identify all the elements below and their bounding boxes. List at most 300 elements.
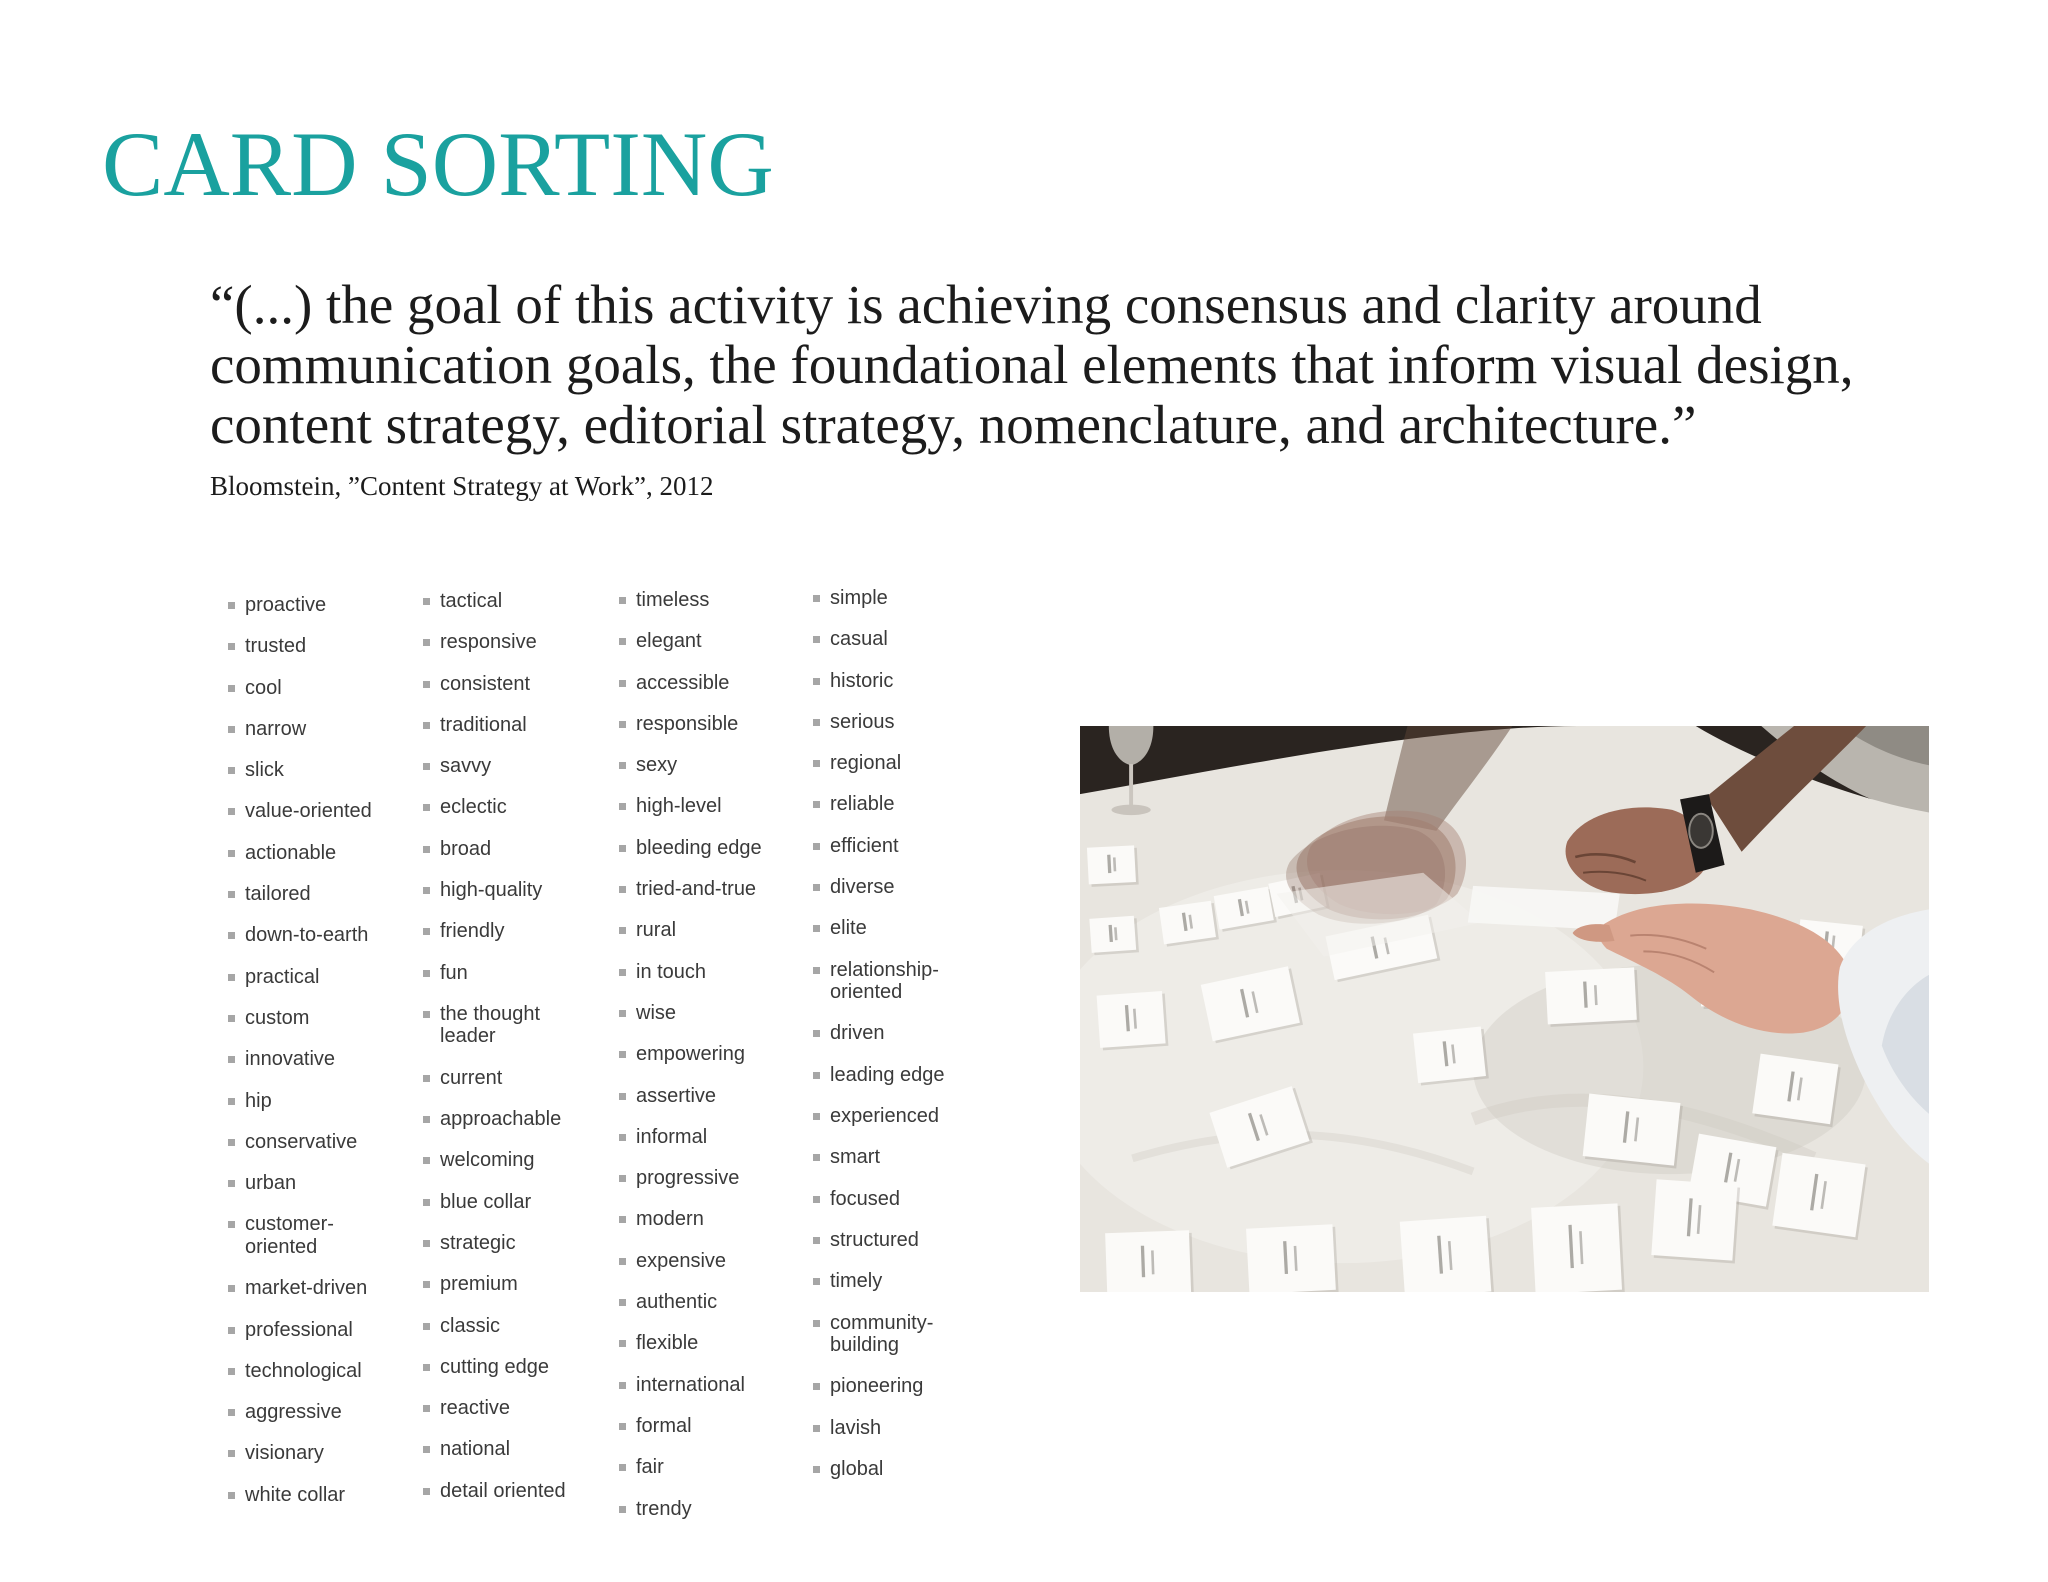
list-item-label: tactical bbox=[440, 590, 503, 612]
bullet-icon bbox=[423, 1240, 430, 1247]
bullet-icon bbox=[228, 643, 235, 650]
list-item-label: driven bbox=[830, 1022, 885, 1045]
card-face bbox=[1105, 1230, 1191, 1292]
list-item bbox=[813, 670, 975, 693]
bullet-icon bbox=[423, 1199, 430, 1206]
bullet-icon bbox=[423, 846, 430, 853]
list-item bbox=[228, 842, 390, 865]
list-item-label: experienced bbox=[830, 1105, 939, 1128]
bullet-icon bbox=[619, 1382, 626, 1389]
list-item bbox=[228, 1090, 390, 1113]
list-item-label: classic bbox=[440, 1314, 501, 1337]
wine-glass-foot bbox=[1111, 805, 1150, 815]
bullet-icon bbox=[813, 719, 820, 726]
list-item bbox=[423, 1315, 585, 1338]
bullet-icon bbox=[619, 762, 626, 769]
bullet-icon bbox=[228, 1327, 235, 1334]
list-item-label: casual bbox=[830, 628, 888, 651]
card-face bbox=[1413, 1027, 1486, 1084]
list-item-label: cutting edge bbox=[440, 1355, 549, 1378]
list-item bbox=[619, 1085, 762, 1108]
list-item-label: modern bbox=[636, 1208, 704, 1231]
list-item-label: premium bbox=[440, 1273, 518, 1296]
list-item bbox=[619, 878, 762, 901]
bullet-icon bbox=[228, 685, 235, 692]
list-item bbox=[423, 1191, 585, 1214]
list-item-label: focused bbox=[830, 1187, 901, 1210]
bullet-icon bbox=[423, 1323, 430, 1330]
list-item-label: welcoming bbox=[440, 1149, 535, 1172]
list-item-label: value-oriented bbox=[245, 800, 372, 823]
bullet-icon bbox=[619, 1010, 626, 1017]
list-item bbox=[228, 677, 390, 700]
list-item-label: the thought leader bbox=[440, 1002, 541, 1048]
card-face bbox=[1089, 916, 1136, 953]
bullet-icon bbox=[813, 760, 820, 767]
list-item-label: custom bbox=[245, 1006, 310, 1029]
list-item-label: diverse bbox=[830, 876, 895, 899]
list-item-label: savvy bbox=[440, 755, 492, 778]
list-item bbox=[228, 1048, 390, 1071]
bullet-icon bbox=[813, 925, 820, 932]
bullet-icon bbox=[228, 602, 235, 609]
list-item bbox=[619, 754, 762, 777]
list-item-label: responsive bbox=[440, 631, 537, 654]
card-face bbox=[1531, 1203, 1622, 1292]
bullet-icon bbox=[423, 639, 430, 646]
bullet-icon bbox=[228, 891, 235, 898]
bullet-icon bbox=[813, 967, 820, 974]
photo-card bbox=[1582, 1093, 1683, 1168]
list-item bbox=[423, 796, 585, 819]
bullet-icon bbox=[423, 1488, 430, 1495]
list-item-label: customer-oriented bbox=[245, 1213, 334, 1258]
bullet-icon bbox=[813, 1237, 820, 1244]
bullet-icon bbox=[228, 1139, 235, 1146]
card-face bbox=[1752, 1054, 1838, 1125]
list-item-label: fair bbox=[636, 1456, 664, 1479]
list-item bbox=[423, 590, 585, 613]
list-item bbox=[619, 1126, 762, 1149]
list-item-label: technological bbox=[245, 1359, 362, 1382]
list-item bbox=[813, 1105, 975, 1128]
list-item-label: visionary bbox=[245, 1442, 324, 1465]
list-item bbox=[619, 589, 762, 612]
list-item bbox=[619, 1167, 762, 1190]
list-item-label: tailored bbox=[245, 883, 311, 906]
bullet-icon bbox=[619, 1093, 626, 1100]
list-item-label: professional bbox=[245, 1318, 353, 1341]
bullet-icon bbox=[619, 680, 626, 687]
bullet-icon bbox=[228, 974, 235, 981]
bullet-icon bbox=[423, 970, 430, 977]
bullet-icon bbox=[619, 845, 626, 852]
list-item bbox=[813, 1064, 975, 1087]
list-item bbox=[619, 1043, 762, 1066]
list-item bbox=[619, 713, 762, 736]
list-item bbox=[423, 1438, 585, 1461]
list-item bbox=[228, 1360, 390, 1383]
bullet-icon bbox=[619, 1051, 626, 1058]
list-item-label: responsible bbox=[636, 712, 739, 735]
list-item-label: regional bbox=[830, 752, 902, 775]
list-item bbox=[228, 1442, 390, 1465]
list-item bbox=[228, 1172, 390, 1195]
bullet-icon bbox=[228, 1368, 235, 1375]
list-item-label: rural bbox=[636, 919, 677, 942]
list-item bbox=[423, 1273, 585, 1296]
list-item bbox=[813, 1375, 975, 1398]
list-item bbox=[423, 673, 585, 696]
list-item-label: trendy bbox=[636, 1497, 692, 1520]
photo-card bbox=[1545, 967, 1639, 1027]
list-item bbox=[228, 1319, 390, 1342]
bullet-icon bbox=[813, 1383, 820, 1390]
list-item-label: smart bbox=[830, 1146, 880, 1169]
list-item-label: hip bbox=[245, 1089, 272, 1112]
bullet-icon bbox=[813, 1466, 820, 1473]
photo-card bbox=[1752, 1054, 1841, 1128]
list-item bbox=[619, 630, 762, 653]
bullet-icon bbox=[813, 1425, 820, 1432]
list-item bbox=[423, 838, 585, 861]
list-item bbox=[813, 959, 975, 1004]
bullet-icon bbox=[228, 1056, 235, 1063]
list-item bbox=[228, 1007, 390, 1030]
list-item bbox=[423, 1149, 585, 1172]
photo-card bbox=[1089, 916, 1139, 956]
list-item bbox=[423, 1067, 585, 1090]
bullet-icon bbox=[228, 808, 235, 815]
list-item bbox=[423, 1108, 585, 1131]
list-item bbox=[619, 1374, 762, 1397]
list-item-label: simple bbox=[830, 587, 888, 609]
bullet-icon bbox=[813, 595, 820, 602]
bullet-icon bbox=[619, 1216, 626, 1223]
list-item bbox=[228, 1213, 390, 1258]
slide-title: CARD SORTING bbox=[102, 113, 774, 215]
list-item bbox=[423, 755, 585, 778]
list-item bbox=[228, 1401, 390, 1424]
list-item bbox=[423, 1480, 585, 1503]
photo-card bbox=[1246, 1224, 1339, 1292]
list-item-label: pioneering bbox=[830, 1375, 924, 1398]
list-item-label: tried-and-true bbox=[636, 878, 757, 901]
bullet-icon bbox=[228, 850, 235, 857]
bullet-icon bbox=[228, 1492, 235, 1499]
list-item bbox=[813, 1312, 975, 1357]
list-item-label: elite bbox=[830, 917, 867, 940]
list-item bbox=[813, 1458, 975, 1481]
list-item-label: narrow bbox=[245, 717, 307, 740]
list-item bbox=[423, 1003, 585, 1048]
list-item-label: global bbox=[830, 1457, 884, 1480]
list-item bbox=[813, 1270, 975, 1293]
list-item bbox=[228, 883, 390, 906]
bullet-icon bbox=[423, 1364, 430, 1371]
list-item-label: assertive bbox=[636, 1084, 717, 1107]
list-item bbox=[228, 966, 390, 989]
list-item-label: slick bbox=[245, 759, 284, 782]
list-item-label: broad bbox=[440, 837, 492, 860]
bullet-icon bbox=[423, 928, 430, 935]
card-face bbox=[1400, 1216, 1492, 1292]
list-item-label: innovative bbox=[245, 1048, 336, 1071]
card-face bbox=[1545, 967, 1637, 1024]
list-item bbox=[813, 587, 975, 610]
bullet-icon bbox=[228, 1450, 235, 1457]
list-item-label: expensive bbox=[636, 1249, 727, 1272]
list-item bbox=[423, 1232, 585, 1255]
card-face bbox=[1651, 1179, 1737, 1260]
list-item bbox=[228, 594, 390, 617]
bullet-icon bbox=[813, 1154, 820, 1161]
bullet-icon bbox=[228, 1015, 235, 1022]
photo-card bbox=[1097, 991, 1169, 1051]
list-item bbox=[619, 837, 762, 860]
bullet-icon bbox=[423, 1157, 430, 1164]
photo-scene bbox=[1080, 726, 1929, 1292]
list-item-label: flexible bbox=[636, 1332, 699, 1355]
list-item-label: informal bbox=[636, 1125, 708, 1148]
photo-card bbox=[1413, 1026, 1489, 1086]
list-item bbox=[423, 962, 585, 985]
list-item bbox=[619, 1332, 762, 1355]
bullet-icon bbox=[228, 1221, 235, 1228]
bullet-icon bbox=[423, 722, 430, 729]
list-item-label: leading edge bbox=[830, 1063, 945, 1086]
list-item bbox=[619, 1002, 762, 1025]
bullet-icon bbox=[619, 1175, 626, 1182]
list-item bbox=[228, 1277, 390, 1300]
list-item-label: proactive bbox=[245, 594, 327, 616]
list-item bbox=[813, 1229, 975, 1252]
list-item-label: international bbox=[636, 1373, 745, 1396]
list-item-label: in touch bbox=[636, 960, 707, 983]
list-item-label: empowering bbox=[636, 1043, 745, 1066]
list-item bbox=[619, 1415, 762, 1438]
bullet-icon bbox=[423, 1281, 430, 1288]
list-item bbox=[619, 1456, 762, 1479]
list-item-label: blue collar bbox=[440, 1190, 532, 1213]
bullet-icon bbox=[619, 1258, 626, 1265]
wine-glass-stem bbox=[1129, 764, 1133, 809]
bullet-icon bbox=[423, 887, 430, 894]
list-item-label: strategic bbox=[440, 1231, 516, 1254]
list-item bbox=[228, 759, 390, 782]
list-item-label: actionable bbox=[245, 841, 337, 864]
list-item-label: serious bbox=[830, 710, 895, 733]
list-item-label: timely bbox=[830, 1270, 883, 1293]
list-item-label: progressive bbox=[636, 1167, 740, 1190]
list-item bbox=[423, 714, 585, 737]
list-item bbox=[813, 1146, 975, 1169]
bullet-icon bbox=[619, 638, 626, 645]
list-item-label: urban bbox=[245, 1172, 297, 1195]
bullet-icon bbox=[619, 1506, 626, 1513]
list-item-label: market-driven bbox=[245, 1277, 368, 1300]
list-item-label: formal bbox=[636, 1414, 692, 1437]
photo-card bbox=[1772, 1153, 1868, 1240]
list-item-label: trusted bbox=[245, 635, 307, 658]
list-item-label: conservative bbox=[245, 1130, 358, 1153]
bullet-icon bbox=[619, 969, 626, 976]
list-item-label: friendly bbox=[440, 920, 505, 943]
bullet-icon bbox=[813, 636, 820, 643]
card-sorting-photo bbox=[1080, 726, 1929, 1292]
quote-line: content strategy, editorial strategy, nomenclature, and architecture.” bbox=[210, 394, 1697, 455]
bullet-icon bbox=[619, 927, 626, 934]
bullet-icon bbox=[619, 597, 626, 604]
bullet-icon bbox=[813, 678, 820, 685]
list-item bbox=[813, 1188, 975, 1211]
list-item bbox=[813, 835, 975, 858]
list-item-label: white collar bbox=[245, 1483, 346, 1506]
bullet-icon bbox=[813, 1030, 820, 1037]
bullet-icon bbox=[228, 767, 235, 774]
bullet-icon bbox=[228, 1098, 235, 1105]
list-item bbox=[619, 1291, 762, 1314]
card-face bbox=[1583, 1093, 1681, 1165]
list-item bbox=[228, 924, 390, 947]
photo-card bbox=[1087, 845, 1139, 887]
list-item bbox=[619, 795, 762, 818]
quote-citation: Bloomstein, ”Content Strategy at Work”, 2012 bbox=[210, 471, 714, 501]
word-column bbox=[228, 594, 390, 1525]
bullet-icon bbox=[228, 1409, 235, 1416]
bullet-icon bbox=[619, 803, 626, 810]
bullet-icon bbox=[619, 1299, 626, 1306]
list-item bbox=[813, 752, 975, 775]
list-item bbox=[423, 631, 585, 654]
list-item bbox=[619, 1498, 762, 1521]
card-face bbox=[1097, 991, 1166, 1048]
list-item-label: national bbox=[440, 1438, 511, 1461]
list-item-label: detail oriented bbox=[440, 1479, 566, 1502]
list-item bbox=[228, 718, 390, 741]
list-item-label: reliable bbox=[830, 793, 895, 816]
list-item-label: authentic bbox=[636, 1291, 718, 1314]
photo-card bbox=[1105, 1230, 1194, 1292]
bullet-icon bbox=[813, 1072, 820, 1079]
list-item-label: accessible bbox=[636, 671, 730, 694]
bullet-icon bbox=[423, 1011, 430, 1018]
bullet-icon bbox=[813, 1113, 820, 1120]
bullet-icon bbox=[619, 1423, 626, 1430]
bullet-icon bbox=[619, 721, 626, 728]
bullet-icon bbox=[423, 681, 430, 688]
bullet-icon bbox=[813, 1196, 820, 1203]
list-item bbox=[619, 919, 762, 942]
bullet-icon bbox=[423, 1116, 430, 1123]
list-item-label: cool bbox=[245, 676, 282, 699]
list-item bbox=[228, 800, 390, 823]
bullet-icon bbox=[228, 726, 235, 733]
bullet-icon bbox=[619, 1134, 626, 1141]
list-item bbox=[619, 672, 762, 695]
bullet-icon bbox=[619, 1464, 626, 1471]
list-item-label: timeless bbox=[636, 589, 710, 611]
bullet-icon bbox=[228, 1285, 235, 1292]
list-item-label: aggressive bbox=[245, 1401, 342, 1424]
bullet-icon bbox=[423, 598, 430, 605]
list-item-label: bleeding edge bbox=[636, 836, 762, 859]
list-item-label: community-building bbox=[830, 1311, 934, 1357]
bullet-icon bbox=[813, 1278, 820, 1285]
bullet-icon bbox=[423, 804, 430, 811]
bullet-icon bbox=[619, 886, 626, 893]
list-item bbox=[813, 628, 975, 651]
list-item bbox=[423, 1356, 585, 1379]
list-item-label: wise bbox=[636, 1001, 677, 1024]
list-item bbox=[423, 879, 585, 902]
bullet-icon bbox=[228, 1180, 235, 1187]
list-item-label: high-quality bbox=[440, 879, 543, 902]
photo-card bbox=[1159, 900, 1219, 947]
bullet-icon bbox=[423, 1075, 430, 1082]
quote-line: communication goals, the foundational elements that inform visual design, bbox=[210, 334, 1854, 395]
bullet-icon bbox=[423, 1405, 430, 1412]
photo-card bbox=[1651, 1179, 1740, 1263]
list-item bbox=[813, 876, 975, 899]
list-item-label: sexy bbox=[636, 754, 678, 777]
list-item-label: lavish bbox=[830, 1416, 882, 1439]
list-item-label: efficient bbox=[830, 834, 899, 857]
list-item-label: structured bbox=[830, 1228, 919, 1251]
card-face bbox=[1159, 901, 1216, 945]
list-item-label: eclectic bbox=[440, 796, 507, 819]
card-face bbox=[1087, 845, 1136, 884]
list-item-label: practical bbox=[245, 965, 320, 988]
list-item-label: current bbox=[440, 1066, 503, 1089]
bullet-icon bbox=[619, 1340, 626, 1347]
held-card bbox=[1468, 886, 1620, 931]
list-item bbox=[423, 1397, 585, 1420]
list-item-label: relationship-oriented bbox=[830, 958, 939, 1004]
bullet-icon bbox=[228, 932, 235, 939]
quote-line: “(...) the goal of this activity is achieving consensus and clarity around bbox=[210, 274, 1762, 335]
list-item bbox=[228, 1484, 390, 1507]
bullet-icon bbox=[423, 763, 430, 770]
list-item bbox=[813, 793, 975, 816]
photo-card bbox=[1400, 1216, 1494, 1292]
list-item bbox=[228, 1131, 390, 1154]
card-face bbox=[1246, 1224, 1336, 1292]
list-item-label: traditional bbox=[440, 713, 527, 736]
list-item-label: high-level bbox=[636, 795, 722, 818]
list-item-label: reactive bbox=[440, 1397, 511, 1420]
word-column bbox=[423, 590, 585, 1521]
list-item-label: approachable bbox=[440, 1108, 562, 1131]
watch-face bbox=[1689, 814, 1713, 848]
list-item-label: down-to-earth bbox=[245, 924, 369, 947]
photo-card bbox=[1531, 1203, 1625, 1292]
card-face bbox=[1772, 1153, 1865, 1237]
list-item bbox=[813, 1417, 975, 1440]
word-column bbox=[619, 589, 762, 1539]
list-item bbox=[619, 961, 762, 984]
bullet-icon bbox=[813, 843, 820, 850]
bullet-icon bbox=[813, 884, 820, 891]
list-item bbox=[813, 711, 975, 734]
list-item-label: elegant bbox=[636, 630, 702, 653]
bullet-icon bbox=[813, 801, 820, 808]
list-item-label: consistent bbox=[440, 672, 531, 695]
list-item bbox=[813, 917, 975, 940]
list-item-label: fun bbox=[440, 961, 468, 984]
list-item bbox=[813, 1022, 975, 1045]
list-item bbox=[619, 1208, 762, 1231]
